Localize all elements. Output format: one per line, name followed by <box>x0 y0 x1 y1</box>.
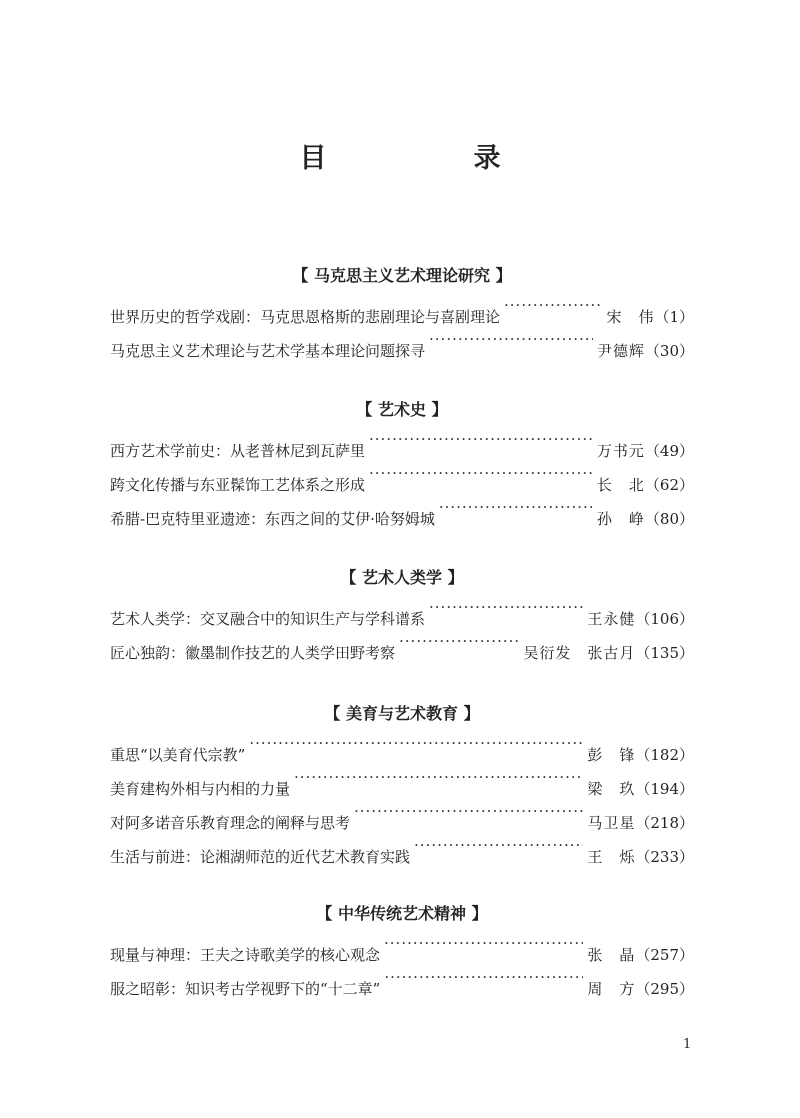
entry-page: （135） <box>635 644 694 662</box>
section-heading: 【 艺术人类学 】 <box>340 568 464 587</box>
entry-title: 艺术人类学：交叉融合中的知识生产与学科谱系 <box>110 610 426 628</box>
section-heading: 【 艺术史 】 <box>356 400 448 419</box>
dot-leader <box>504 288 602 322</box>
entry-title: 对阿多诺音乐教育理念的阐释与思考 <box>110 814 351 832</box>
entry-title: 马克思主义艺术理论与艺术学基本理论问题探寻 <box>110 342 426 360</box>
entry-page: （257） <box>635 946 694 964</box>
toc-entry[interactable] <box>110 926 694 964</box>
entry-title: 世界历史的哲学戏剧：马克思恩格斯的悲剧理论与喜剧理论 <box>110 308 501 326</box>
entry-title: 现量与神理：王夫之诗歌美学的核心观念 <box>110 946 381 964</box>
toc-entry[interactable] <box>110 590 694 628</box>
entry-title: 美育建构外相与内相的力量 <box>110 780 291 798</box>
dot-leader <box>414 828 583 862</box>
entry-author: 宋 伟 <box>606 308 655 326</box>
entry-author: 张 晶 <box>587 946 636 964</box>
entry-title: 跨文化传播与东亚髹饰工艺体系之形成 <box>110 476 366 494</box>
entry-author: 长 北 <box>596 476 645 494</box>
entry-page: （80） <box>644 510 694 528</box>
entry-author: 王 烁 <box>587 848 636 866</box>
entry-author: 梁 玖 <box>587 780 636 798</box>
dot-leader <box>249 726 583 760</box>
entry-title: 匠心独韵：徽墨制作技艺的人类学田野考察 <box>110 644 396 662</box>
entry-author: 孙 峥 <box>596 510 645 528</box>
entry-title: 希腊-巴克特里亚遗迹：东西之间的艾伊·哈努姆城 <box>110 510 435 528</box>
toc-section <box>110 902 694 998</box>
dot-leader <box>354 794 583 828</box>
entry-author: 万书元 <box>596 442 645 460</box>
dot-leader <box>369 422 593 456</box>
entry-author: 尹德辉 <box>596 342 645 360</box>
entry-title: 重思“以美育代宗教” <box>110 746 246 764</box>
entry-page: （233） <box>635 848 694 866</box>
entry-page: （106） <box>635 610 694 628</box>
entry-page: （62） <box>644 476 694 494</box>
dot-leader <box>384 926 583 960</box>
entry-page: （49） <box>644 442 694 460</box>
entry-title: 西方艺术学前史：从老普林尼到瓦萨里 <box>110 442 366 460</box>
toc-entry[interactable] <box>110 726 694 764</box>
entry-page: （182） <box>635 746 694 764</box>
section-heading: 【 马克思主义艺术理论研究 】 <box>292 266 512 285</box>
toc-section <box>110 566 694 662</box>
toc-entry[interactable] <box>110 288 694 326</box>
entry-page: （30） <box>644 342 694 360</box>
entry-author: 吴衍发 张古月 <box>523 644 636 662</box>
dot-leader <box>384 960 583 994</box>
toc-section <box>110 264 694 360</box>
dot-leader <box>429 590 583 624</box>
entry-author: 彭 锋 <box>587 746 636 764</box>
page-number: 1 <box>683 1037 692 1052</box>
dot-leader <box>439 490 593 524</box>
toc-entry[interactable] <box>110 422 694 460</box>
toc-section <box>110 398 694 528</box>
page-title: 目 录 <box>299 143 561 174</box>
entry-author: 马卫星 <box>587 814 636 832</box>
entry-author: 周 方 <box>587 980 636 998</box>
entry-page: （218） <box>635 814 694 832</box>
dot-leader <box>399 624 519 658</box>
section-heading: 【 美育与艺术教育 】 <box>324 704 480 723</box>
toc-section <box>110 702 694 866</box>
dot-leader <box>294 760 583 794</box>
dot-leader <box>369 456 593 490</box>
entry-title: 生活与前进：论湘湖师范的近代艺术教育实践 <box>110 848 411 866</box>
section-heading: 【 中华传统艺术精神 】 <box>316 904 488 923</box>
entry-page: （194） <box>635 780 694 798</box>
entry-page: （1） <box>654 308 694 326</box>
entry-page: （295） <box>635 980 694 998</box>
entry-title: 服之昭彰：知识考古学视野下的“十二章” <box>110 980 381 998</box>
entry-author: 王永健 <box>587 610 636 628</box>
dot-leader <box>429 322 593 356</box>
